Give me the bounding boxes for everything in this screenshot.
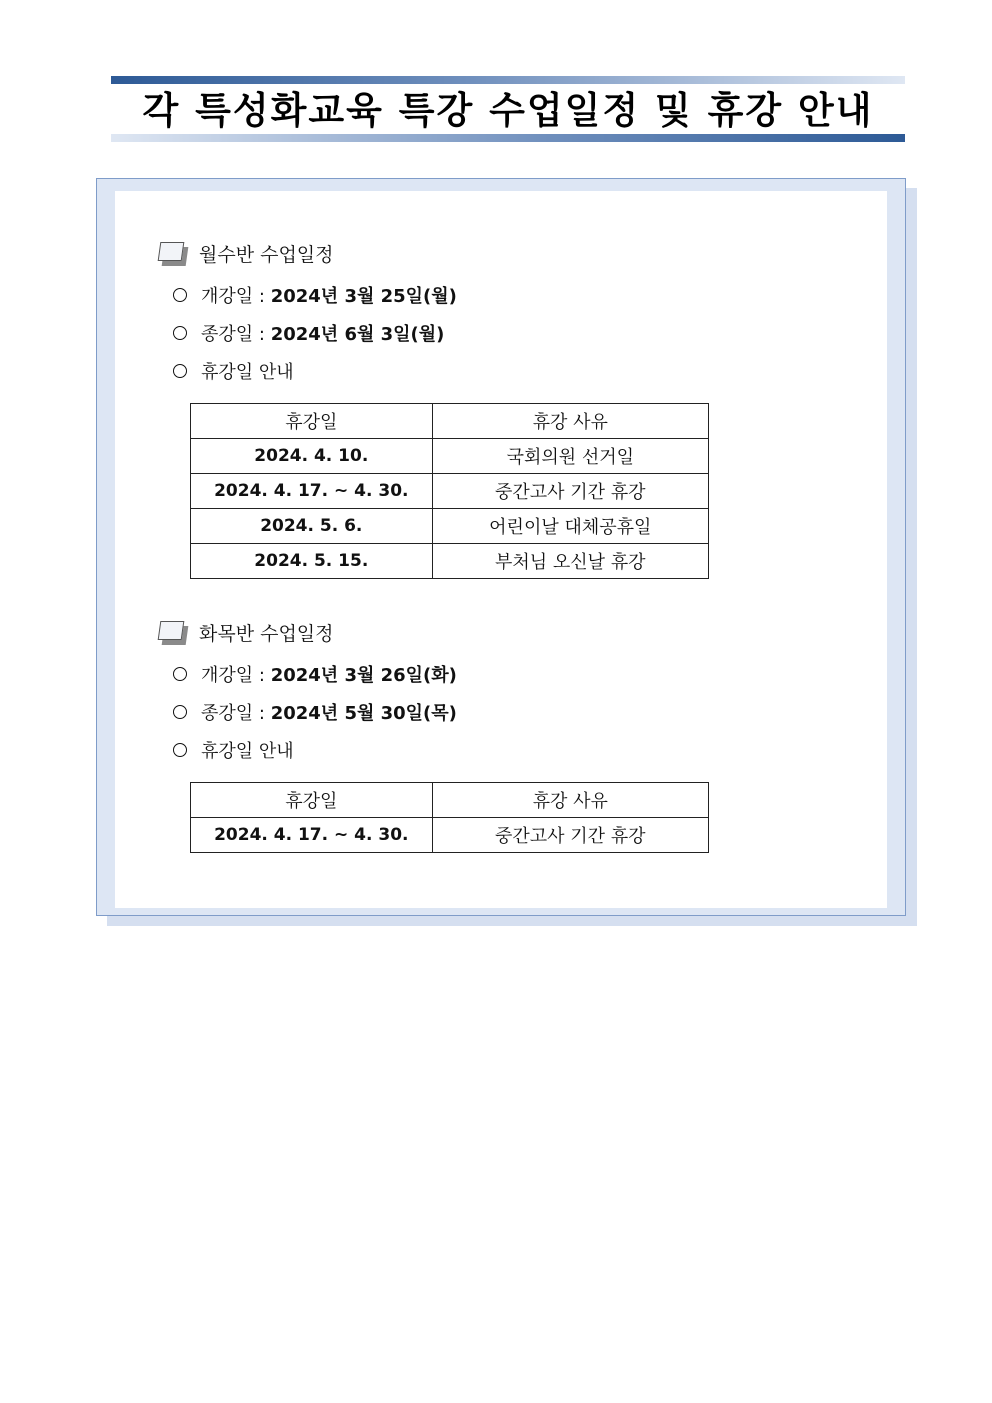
section-title: 화목반 수업일정 <box>199 623 334 645</box>
line-label: 휴강일 안내 <box>201 362 294 383</box>
circle-bullet-icon <box>173 364 187 378</box>
section-heading-mon-wed <box>159 241 334 269</box>
table-cell-date: 2024. 4. 10. <box>191 439 433 474</box>
line-value: 2024년 3월 26일(화) <box>270 665 457 686</box>
line-value: 2024년 3월 25일(월) <box>270 286 457 307</box>
end-date-line <box>173 698 457 726</box>
table-header-cell: 휴강일 <box>191 783 433 818</box>
start-date-line <box>173 281 457 309</box>
holiday-table-mon-wed <box>190 403 709 579</box>
circle-bullet-icon <box>173 667 187 681</box>
circle-bullet-icon <box>173 705 187 719</box>
circle-bullet-icon <box>173 743 187 757</box>
section-title: 월수반 수업일정 <box>199 244 334 266</box>
table-header-cell: 휴강일 <box>191 404 433 439</box>
table-header-row <box>191 404 709 439</box>
line-label: 개강일 : <box>201 286 265 307</box>
table-cell-reason: 어린이날 대체공휴일 <box>432 509 708 544</box>
page-title: 각 특성화교육 특강 수업일정 및 휴강 안내 <box>142 89 874 132</box>
table-cell-date: 2024. 4. 17. ~ 4. 30. <box>191 818 433 853</box>
holiday-info-line <box>173 357 294 385</box>
table-cell-reason: 중간고사 기간 휴강 <box>432 474 708 509</box>
line-label: 개강일 : <box>201 665 265 686</box>
content-box <box>96 178 906 916</box>
table-cell-date: 2024. 5. 15. <box>191 544 433 579</box>
start-date-line <box>173 660 457 688</box>
title-bar-top <box>111 76 905 84</box>
title-banner <box>111 76 905 144</box>
end-date-line <box>173 319 444 347</box>
table-header-row <box>191 783 709 818</box>
table-header-cell: 휴강 사유 <box>432 783 708 818</box>
holiday-table-tue-thu <box>190 782 709 853</box>
holiday-info-line <box>173 736 294 764</box>
table-cell-reason: 부처님 오신날 휴강 <box>432 544 708 579</box>
table-row <box>191 544 709 579</box>
circle-bullet-icon <box>173 288 187 302</box>
title-bar-bottom <box>111 134 905 142</box>
line-value: 2024년 6월 3일(월) <box>270 324 445 345</box>
line-label: 종강일 : <box>201 324 265 345</box>
square-bullet-icon <box>159 242 189 268</box>
line-value: 2024년 5월 30일(목) <box>270 703 457 724</box>
table-row <box>191 509 709 544</box>
table-header-cell: 휴강 사유 <box>432 404 708 439</box>
line-label: 휴강일 안내 <box>201 741 294 762</box>
table-cell-date: 2024. 4. 17. ~ 4. 30. <box>191 474 433 509</box>
line-label: 종강일 : <box>201 703 265 724</box>
table-cell-date: 2024. 5. 6. <box>191 509 433 544</box>
table-row <box>191 474 709 509</box>
content-panel <box>115 191 887 908</box>
circle-bullet-icon <box>173 326 187 340</box>
table-cell-reason: 중간고사 기간 휴강 <box>432 818 708 853</box>
section-heading-tue-thu <box>159 620 334 648</box>
square-bullet-icon <box>159 621 189 647</box>
table-cell-reason: 국회의원 선거일 <box>432 439 708 474</box>
table-row <box>191 818 709 853</box>
table-row <box>191 439 709 474</box>
